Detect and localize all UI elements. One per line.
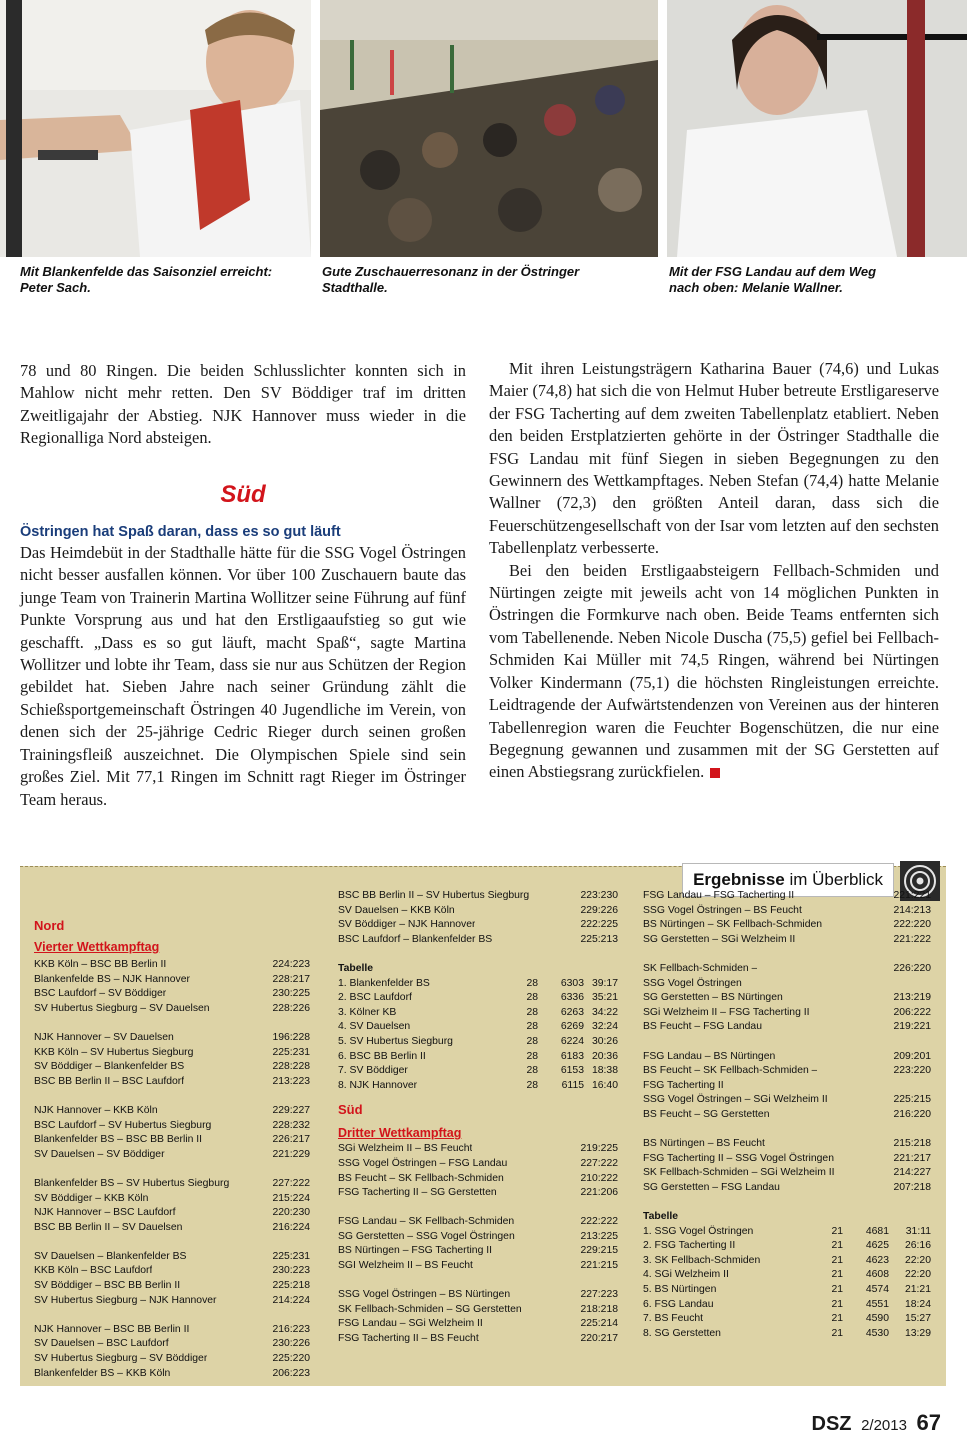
match-score: 227:222: [272, 1177, 310, 1189]
match-result-row: [643, 918, 931, 933]
match-score: 213:225: [580, 1230, 618, 1242]
photo-spectators-hall: [320, 0, 658, 257]
match-score: 226:217: [272, 1134, 310, 1146]
match-score: 216:220: [893, 1108, 931, 1120]
match-pairing: BS Feucht – SK Fellbach-Schmiden –: [643, 1065, 818, 1077]
match-score: 215:224: [272, 1192, 310, 1204]
match-pairing: BSC Laufdorf – SV Hubertus Siegburg: [34, 1119, 212, 1131]
standings-matches: 21: [831, 1225, 843, 1237]
match-score: 220:217: [580, 1333, 618, 1345]
match-pairing: SG Gerstetten – SGi Welzheim II: [643, 933, 796, 945]
match-pairing: FSG Landau – SGi Welzheim II: [338, 1318, 483, 1330]
match-pairing: FSG Tacherting II: [643, 1079, 724, 1091]
match-pairing: SV Hubertus Siegburg – SV Dauelsen: [34, 1002, 210, 1014]
standings-row: [338, 1064, 618, 1079]
match-pairing: SSG Vogel Östringen – SGi Welzheim II: [643, 1094, 828, 1106]
match-result-row: [643, 1050, 931, 1065]
match-pairing: FSG Tacherting II – SSG Vogel Östringen: [643, 1152, 834, 1164]
match-score: 206:222: [893, 1006, 931, 1018]
sued-match-group-4: [643, 889, 931, 947]
standings-points: 16:40: [591, 1079, 618, 1091]
standings-matches: 21: [831, 1269, 843, 1281]
standings-rings: 6303: [560, 977, 584, 989]
standings-rings: 4608: [865, 1269, 889, 1281]
match-pairing: SGi Welzheim II – FSG Tacherting II: [643, 1006, 810, 1018]
match-pairing: SSG Vogel Östringen – BS Nürtingen: [338, 1289, 511, 1301]
match-pairing: NJK Hannover – SV Dauelsen: [34, 1031, 174, 1043]
match-result-row: [34, 1104, 310, 1119]
match-result-row: [338, 1215, 618, 1230]
standings-points: 18:38: [591, 1065, 618, 1077]
standings-team: 2. FSG Tacherting II: [643, 1240, 736, 1252]
standings-matches: 28: [526, 1050, 538, 1062]
standings-matches: 28: [526, 1079, 538, 1091]
match-score: 196:228: [272, 1031, 310, 1043]
standings-row: [643, 1298, 931, 1313]
standings-points: 21:21: [904, 1284, 931, 1296]
standings-row: [643, 1312, 931, 1327]
match-pairing: SV Dauelsen – KKB Köln: [338, 904, 455, 916]
standings-matches: 28: [526, 992, 538, 1004]
standings-matches: 21: [831, 1327, 843, 1339]
match-result-row: [338, 1288, 618, 1303]
standings-team: 7. BS Feucht: [643, 1313, 704, 1325]
match-pairing: BSC Laufdorf – SV Böddiger: [34, 988, 167, 1000]
match-score: 230:223: [272, 1265, 310, 1277]
match-result-row: [643, 1137, 931, 1152]
match-result-row: [643, 933, 931, 948]
standings-points: 22:20: [904, 1269, 931, 1281]
match-result-row: [34, 1264, 310, 1279]
standings-points: 39:17: [591, 977, 618, 989]
match-score: 216:224: [272, 1221, 310, 1233]
article-body-paragraph: Das Heimdebüt in der Stadthalle hätte für die SSG Vogel Östringen nicht besser ausfallen können. Vor über 100 Zuschauern baute das junge Team von Trainerin Martina Wollitzer seine Führung auf fünf Punkte Vorsprung aus und hat den Erstligaaufstieg so gut wie geschafft. „Dass es so gut läuft, macht Spaß“, sagte Martina Wollitzer und lobte ihr Team, dass sie nur aus Schützen der Region gebildet hat. Sieben Jahre nach seiner Gründung zählt die Schießsportgemeinschaft Östringen 40 Jugendliche im Verein, von denen sich der 25-jährige Cedric Rieger durch seinen großen Trainingsfleiß auszeichnet. Die Olympischen Spiele sind sein großes Ziel. Mit 77,1 Ringen im Schnitt ragt Rieger im Östringer Team heraus.: [20, 543, 466, 809]
standings-matches: 28: [526, 977, 538, 989]
standings-row: [338, 1050, 618, 1065]
results-column-nord: [34, 917, 310, 1381]
caption-right: Mit der FSG Landau auf dem Weg nach oben: Melanie Wallner.: [669, 264, 877, 295]
caption-left: Mit Blankenfelde das Saisonziel erreicht: Peter Sach.: [20, 264, 273, 295]
match-score: 220:230: [272, 1207, 310, 1219]
match-result-row: [643, 1181, 931, 1196]
article-paragraph-tacherting: Mit ihren Leistungsträgern Katharina Bauer (74,6) und Lukas Maier (74,8) hat sich die von Helmut Huber betreute Erstligareserve der FSG Tacherting auf dem zweiten Tabellenplatz etabliert. Neben den beiden Erstplatzierten gehörte in der Östringer Stadthalle die FSG Landau mit fünf Siegen in sieben Begegnungen zu den Gewinnern des Wettkampftages. Neben Stefan (74,4) hatte Melanie Wallner (72,3) den größten Anteil daran, dass sich die Feuerschützengesellschaft von der Isar vom letzten auf den sechsten Tabellenplatz verbesserte.: [489, 359, 939, 558]
match-score: 213:219: [893, 992, 931, 1004]
results-round-nord: Vierter Wettkampftag: [34, 940, 160, 954]
match-pairing: BSC BB Berlin II – BSC Laufdorf: [34, 1075, 185, 1087]
results-round-sued: Dritter Wettkampftag: [338, 1126, 462, 1141]
match-score: 213:223: [272, 1075, 310, 1087]
standings-points: 30:26: [591, 1035, 618, 1047]
standings-rings: 4574: [865, 1284, 889, 1296]
match-result-row: [34, 1177, 310, 1192]
standings-row: [643, 1225, 931, 1240]
match-pairing: SSG Vogel Östringen – BS Feucht: [643, 904, 802, 916]
match-score: 227:222: [580, 1157, 618, 1169]
match-score: 229:226: [580, 904, 618, 916]
match-result-row: [34, 1250, 310, 1265]
match-score: 222:220: [893, 919, 931, 931]
match-pairing: SV Dauelsen – BSC Laufdorf: [34, 1338, 169, 1350]
match-pairing: NJK Hannover – BSC Laufdorf: [34, 1207, 176, 1219]
match-result-row: [34, 1133, 310, 1148]
match-score: 227:223: [580, 1289, 618, 1301]
magazine-name: DSZ: [811, 1413, 852, 1435]
match-score: 228:228: [272, 1061, 310, 1073]
standings-row: [338, 1020, 618, 1035]
match-pairing: SK Fellbach-Schmiden – SGi Welzheim II: [643, 1167, 835, 1179]
match-pairing: BS Nürtingen – FSG Tacherting II: [338, 1245, 493, 1257]
standings-team: 1. Blankenfelder BS: [338, 977, 430, 989]
match-result-row: [338, 1142, 618, 1157]
standings-matches: 21: [831, 1313, 843, 1325]
match-score: 209:201: [893, 1050, 931, 1062]
match-pairing: KKB Köln – SV Hubertus Siegburg: [34, 1046, 194, 1058]
match-result-row: [338, 1332, 618, 1347]
sued-match-group-7: [643, 1137, 931, 1195]
standings-rings: 6183: [560, 1050, 584, 1062]
nord-standings-table: [338, 977, 618, 1094]
match-score: 216:223: [272, 1323, 310, 1335]
match-pairing: SV Böddiger – KKB Köln: [34, 1192, 149, 1204]
match-pairing: Blankenfelder BS – SV Hubertus Siegburg: [34, 1177, 230, 1189]
match-result-row: [643, 1152, 931, 1167]
nord-match-groups: [34, 958, 310, 1381]
standings-points: 20:36: [591, 1050, 618, 1062]
article-intro-paragraph: 78 und 80 Ringen. Die beiden Schlusslichter konnten sich in Mahlow nicht mehr retten. Den SV Böddiger traf im dritten Zweitligajahr der Abstieg. NJK Hannover muss wieder in die Regionalliga Nord absteigen.: [20, 361, 466, 448]
match-result-row: [34, 1323, 310, 1338]
match-score: 214:224: [272, 1294, 310, 1306]
standings-matches: 21: [831, 1298, 843, 1310]
match-result-row: [643, 1108, 931, 1123]
match-result-row: [338, 1259, 618, 1274]
match-pairing: SV Böddiger – Blankenfelder BS: [34, 1061, 185, 1073]
standings-team: 4. SV Dauelsen: [338, 1021, 411, 1033]
match-pairing: BS Nürtingen – BS Feucht: [643, 1138, 765, 1150]
match-result-row: [643, 1020, 931, 1035]
results-heading-nord: Nord: [34, 918, 65, 933]
sued-table-label: Tabelle: [643, 1211, 679, 1223]
sued-match-groups-a: [338, 1142, 618, 1346]
standings-points: 15:27: [904, 1313, 931, 1325]
match-pairing: FSG Landau – SK Fellbach-Schmiden: [338, 1216, 515, 1228]
standings-rings: 4681: [865, 1225, 889, 1237]
match-pairing: SV Dauelsen – Blankenfelder BS: [34, 1250, 187, 1262]
match-pairing: Blankenfelder BS – KKB Köln: [34, 1367, 171, 1379]
match-result-row: [34, 1046, 310, 1061]
standings-row: [643, 1239, 931, 1254]
match-pairing: SGI Welzheim II – BS Feucht: [338, 1260, 473, 1272]
match-score: 225:214: [580, 1318, 618, 1330]
caption-middle: Gute Zuschauerresonanz in der Östringer Stadthalle.: [322, 264, 580, 295]
match-pairing: SSG Vogel Östringen: [643, 977, 742, 989]
match-result-row: [34, 1352, 310, 1367]
match-score: 225:218: [272, 1280, 310, 1292]
match-result-row: [34, 973, 310, 988]
match-result-row: [338, 918, 618, 933]
results-box: [20, 866, 946, 1386]
match-score: 214:227: [893, 1167, 931, 1179]
standings-team: 6. FSG Landau: [643, 1298, 714, 1310]
match-pairing: SK Fellbach-Schmiden –: [643, 962, 758, 974]
match-score: 221:215: [580, 1260, 618, 1272]
match-result-row: [643, 904, 931, 919]
match-pairing: BS Nürtingen – SK Fellbach-Schmiden: [643, 919, 823, 931]
match-result-row: [34, 958, 310, 973]
match-pairing: FSG Landau – BS Nürtingen: [643, 1050, 776, 1062]
standings-row: [338, 977, 618, 992]
match-score: 222:225: [580, 919, 618, 931]
standings-points: 35:21: [591, 992, 618, 1004]
match-score: 230:225: [272, 988, 310, 1000]
standings-row: [643, 1327, 931, 1342]
match-score: 225:213: [580, 933, 618, 945]
match-score: 221:206: [580, 1187, 618, 1199]
sued-standings-table: [643, 1225, 931, 1342]
match-result-row: [338, 1186, 618, 1201]
match-result-row: [34, 1279, 310, 1294]
results-column-right: [643, 889, 931, 1341]
standings-team: 5. SV Hubertus Siegburg: [338, 1035, 453, 1047]
match-result-row: [34, 1119, 310, 1134]
match-pairing: SG Gerstetten – FSG Landau: [643, 1181, 780, 1193]
article-paragraph-fellbach: Bei den beiden Erstligaabsteigern Fellbach-Schmiden und Nürtingen zeigte mit jeweils acht von 14 möglichen Punkten in Östringen die Formkurve nach oben. Beide Teams entfernten sich vom Tabellenende. Neben Nicole Duscha (75,5) gefiel bei Fellbach-Schmiden Kai Müller mit 74,5 Ringen, während bei Nürtingen Volker Kindermann (75,1) die höchsten Ringleistungen erreichte. Leidtragende der Aufwärtstendenzen von Vereinen aus der hinteren Tabellenregion waren die Feuchter Bogenschützen, die nur eine Begegnung gewannen und zusammen mit der SG Gerstetten auf einen Abstiegsrang zurückfielen.: [489, 560, 939, 782]
standings-matches: 28: [526, 1021, 538, 1033]
match-result-row: [34, 1337, 310, 1352]
standings-row: [338, 1079, 618, 1094]
match-pairing: SV Hubertus Siegburg – NJK Hannover: [34, 1294, 217, 1306]
match-score: 206:223: [272, 1367, 310, 1379]
match-pairing: NJK Hannover – KKB Köln: [34, 1104, 158, 1116]
standings-matches: 28: [526, 1006, 538, 1018]
match-pairing: SG Gerstetten – SSG Vogel Östringen: [338, 1230, 515, 1242]
match-score: 225:215: [893, 1094, 931, 1106]
standings-points: 13:29: [904, 1327, 931, 1339]
match-score: 222:222: [580, 1216, 618, 1228]
standings-matches: 21: [831, 1254, 843, 1266]
match-score: 229:227: [272, 1104, 310, 1116]
match-score: 230:226: [272, 1338, 310, 1350]
page-number: 67: [916, 1410, 941, 1435]
match-result-row: [34, 1002, 310, 1017]
match-pairing: KKB Köln – BSC Laufdorf: [34, 1265, 153, 1277]
match-score: 229:215: [580, 1245, 618, 1257]
match-result-row: [34, 1148, 310, 1163]
sued-match-group-5: [643, 962, 931, 1035]
standings-matches: 28: [526, 1035, 538, 1047]
match-result-row: [34, 1221, 310, 1236]
match-score: 214:213: [893, 904, 931, 916]
match-pairing: BS Feucht – SK Fellbach-Schmiden: [338, 1172, 504, 1184]
match-score: 223:220: [893, 1065, 931, 1077]
standings-matches: 28: [526, 1065, 538, 1077]
match-score: 228:217: [272, 973, 310, 985]
match-pairing: SGi Welzheim II – BS Feucht: [338, 1143, 473, 1155]
match-result-row: [34, 1367, 310, 1382]
match-pairing: BSC BB Berlin II – SV Hubertus Siegburg: [338, 890, 530, 901]
match-score: 228:226: [272, 1002, 310, 1014]
standings-rings: 4625: [865, 1240, 889, 1252]
match-result-row: [643, 889, 931, 904]
match-score: 225:220: [272, 1353, 310, 1365]
match-result-row: [643, 1093, 931, 1108]
match-result-row: [34, 1075, 310, 1090]
standings-team: 3. SK Fellbach-Schmiden: [643, 1254, 761, 1266]
match-score: 228:232: [272, 1119, 310, 1131]
issue-number: 2/2013: [861, 1417, 907, 1434]
sued-match-group-6: [643, 1050, 931, 1123]
match-result-row: [338, 1317, 618, 1332]
standings-rings: 6263: [560, 1006, 584, 1018]
match-result-row: [34, 1294, 310, 1309]
standings-team: 1. SSG Vogel Östringen: [643, 1225, 754, 1237]
article-subheading: Östringen hat Spaß daran, dass es so gut läuft: [20, 524, 341, 541]
match-result-row: [338, 1172, 618, 1187]
standings-rings: 6115: [561, 1079, 584, 1091]
match-result-row: [338, 1230, 618, 1245]
match-pairing: SV Dauelsen – SV Böddiger: [34, 1148, 165, 1160]
match-result-row: [338, 889, 618, 904]
match-score: 221:229: [272, 1148, 310, 1160]
match-pairing: SV Böddiger – NJK Hannover: [338, 919, 476, 931]
article-left-column: [20, 360, 466, 811]
standings-team: 8. SG Gerstetten: [643, 1327, 721, 1339]
results-title: Ergebnisse im Überblick: [682, 863, 894, 897]
match-score: 223:230: [580, 890, 618, 901]
results-heading-sued: Süd: [338, 1102, 363, 1118]
standings-points: 22:20: [904, 1254, 931, 1266]
match-result-row: [34, 1031, 310, 1046]
standings-team: 7. SV Böddiger: [338, 1065, 408, 1077]
standings-rings: 4530: [865, 1327, 889, 1339]
match-result-row: [643, 1064, 931, 1079]
standings-points: 26:16: [904, 1240, 931, 1252]
section-heading-sued: Süd: [220, 480, 266, 508]
photo-archer-peter-sach: [0, 0, 311, 257]
match-result-row: [338, 1303, 618, 1318]
match-score: 215:218: [893, 1138, 931, 1150]
match-result-row: [338, 904, 618, 919]
match-score: 224:223: [272, 959, 310, 970]
standings-team: 4. SGi Welzheim II: [643, 1269, 729, 1281]
standings-team: 2. BSC Laufdorf: [338, 992, 412, 1004]
standings-points: 32:24: [591, 1021, 618, 1033]
match-score: 226:220: [893, 962, 931, 974]
match-score: 225:231: [272, 1046, 310, 1058]
standings-row: [643, 1283, 931, 1298]
match-result-row: [34, 1206, 310, 1221]
match-score: 210:222: [580, 1172, 618, 1184]
standings-row: [338, 1035, 618, 1050]
match-score: 221:221: [893, 890, 931, 901]
match-pairing: FSG Tacherting II – BS Feucht: [338, 1333, 479, 1345]
match-score: 221:217: [893, 1152, 931, 1164]
match-score: 219:225: [580, 1143, 618, 1155]
match-pairing: NJK Hannover – BSC BB Berlin II: [34, 1323, 190, 1335]
nord-table-label: Tabelle: [338, 962, 374, 974]
standings-team: 3. Kölner KB: [338, 1006, 397, 1018]
match-pairing: SK Fellbach-Schmiden – SG Gerstetten: [338, 1303, 522, 1315]
match-result-row: [643, 991, 931, 1006]
standings-points: 18:24: [904, 1298, 931, 1310]
standings-row: [643, 1254, 931, 1269]
match-result-row: [338, 1157, 618, 1172]
match-result-row: [338, 933, 618, 948]
standings-rings: 4623: [865, 1254, 889, 1266]
standings-rings: 4551: [865, 1298, 889, 1310]
match-score: 225:231: [272, 1250, 310, 1262]
standings-row: [338, 1006, 618, 1021]
standings-team: 5. BS Nürtingen: [643, 1284, 717, 1296]
results-column-middle: [338, 889, 618, 1347]
match-score: 218:218: [580, 1303, 618, 1315]
match-pairing: BS Feucht – SG Gerstetten: [643, 1108, 770, 1120]
match-score: 221:222: [893, 933, 931, 945]
standings-rings: 6336: [560, 992, 584, 1004]
match-result-row: [34, 1192, 310, 1207]
match-result-row: [643, 1166, 931, 1181]
match-pairing: SV Hubertus Siegburg – SV Böddiger: [34, 1353, 208, 1365]
match-result-row: [643, 1079, 931, 1094]
article-right-column: [489, 358, 939, 784]
standings-matches: 21: [831, 1240, 843, 1252]
standings-team: 6. BSC BB Berlin II: [338, 1050, 426, 1062]
end-of-article-mark: [710, 768, 720, 778]
standings-rings: 6153: [560, 1065, 584, 1077]
match-score: 219:221: [893, 1021, 931, 1033]
match-pairing: SSG Vogel Östringen – FSG Landau: [338, 1157, 508, 1169]
nord-match-group-7: [338, 889, 618, 947]
standings-rings: 6269: [560, 1021, 584, 1033]
match-score: 207:218: [893, 1181, 931, 1193]
standings-row: [338, 991, 618, 1006]
match-pairing: FSG Landau – FSG Tacherting II: [643, 890, 795, 901]
match-result-row: [34, 1060, 310, 1075]
match-pairing: BSC Laufdorf – Blankenfelder BS: [338, 933, 493, 945]
match-pairing: BSC BB Berlin II – SV Dauelsen: [34, 1221, 183, 1233]
match-pairing: Blankenfelder BS – BSC BB Berlin II: [34, 1134, 203, 1146]
match-result-row: [643, 1006, 931, 1021]
page-footer: [812, 1410, 942, 1436]
photo-melanie-wallner: [667, 0, 967, 257]
standings-matches: 21: [831, 1284, 843, 1296]
match-pairing: FSG Tacherting II – SG Gerstetten: [338, 1187, 497, 1199]
match-pairing: Blankenfelde BS – NJK Hannover: [34, 973, 190, 985]
standings-row: [643, 1268, 931, 1283]
match-pairing: SG Gerstetten – BS Nürtingen: [643, 992, 783, 1004]
match-pairing: BS Feucht – FSG Landau: [643, 1021, 762, 1033]
match-result-row: [643, 962, 931, 977]
standings-team: 8. NJK Hannover: [338, 1079, 418, 1091]
match-result-row: [338, 1244, 618, 1259]
match-pairing: KKB Köln – BSC BB Berlin II: [34, 959, 167, 970]
standings-points: 34:22: [591, 1006, 618, 1018]
match-pairing: SV Böddiger – BSC BB Berlin II: [34, 1280, 181, 1292]
standings-rings: 6224: [560, 1035, 584, 1047]
standings-rings: 4590: [865, 1313, 889, 1325]
match-result-row: [643, 977, 931, 992]
standings-points: 31:11: [905, 1225, 931, 1237]
match-result-row: [34, 987, 310, 1002]
